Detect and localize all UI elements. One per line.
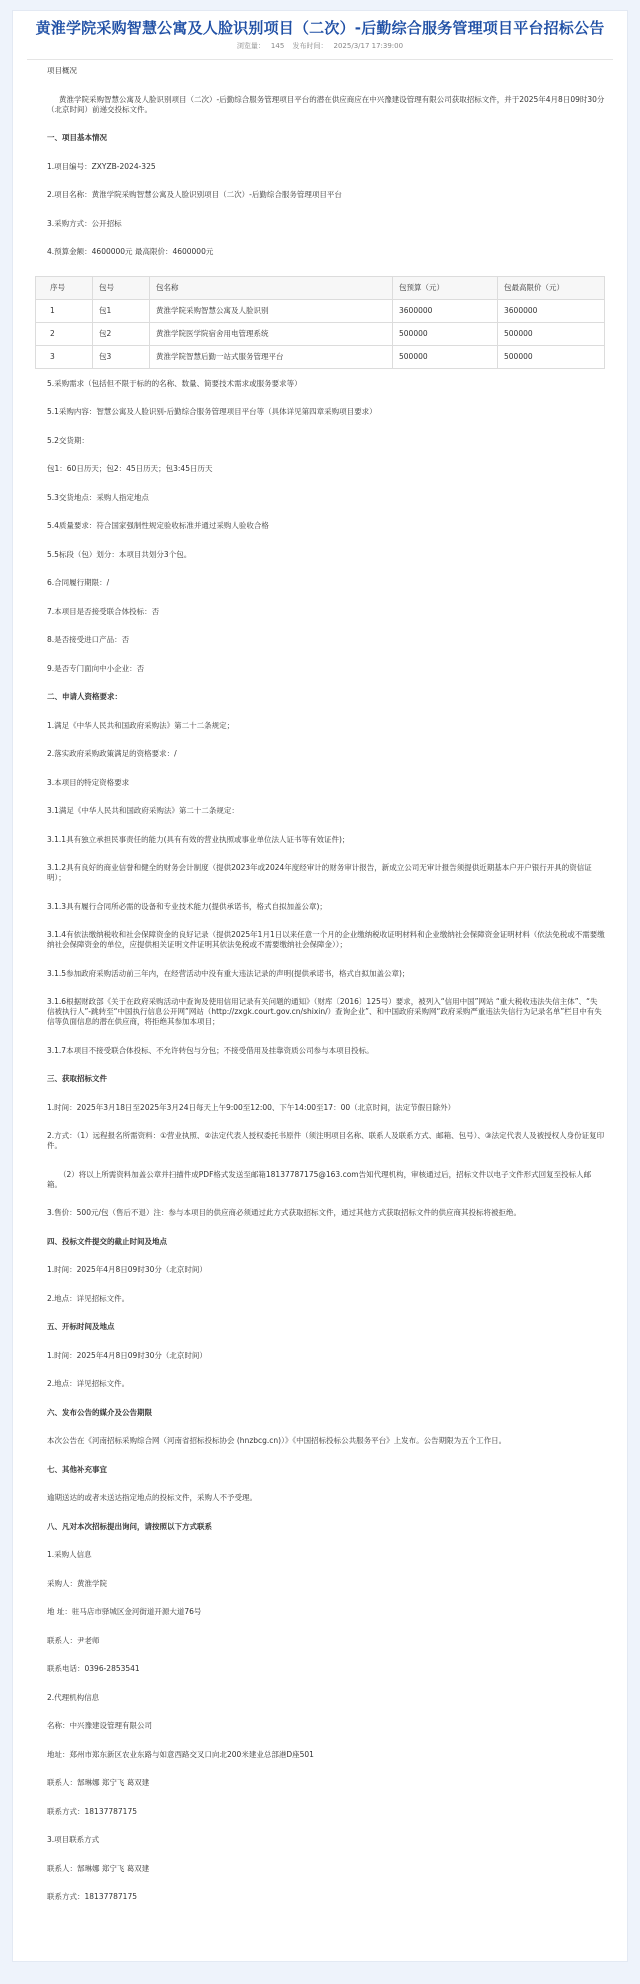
paragraph: （2）将以上所需资料加盖公章并扫描件成PDF格式发送至邮箱18137787175@163.com告知代理机构，审核通过后，招标文件以电子文件形式回复至投标人邮箱。 bbox=[47, 1169, 592, 1189]
paragraph: 项目概况 bbox=[47, 66, 77, 75]
paragraph: 3.本项目的特定资格要求 bbox=[47, 777, 130, 787]
section-heading: 八、凡对本次招标提出询问，请按照以下方式联系 bbox=[47, 1521, 212, 1531]
meta-line bbox=[27, 41, 613, 60]
paragraph: 联系人：郜琳娜 郑宁飞 葛双建 bbox=[47, 1778, 150, 1787]
paragraph: 5.2交货期： bbox=[47, 435, 89, 445]
paragraph: 5.采购需求（包括但不限于标的的名称、数量、简要技术需求或服务要求等） bbox=[47, 378, 302, 388]
table-cell: 包1 bbox=[93, 299, 150, 322]
table-row bbox=[36, 299, 605, 322]
paragraph: 3.1.5参加政府采购活动前三年内，在经营活动中没有重大违法记录的声明(提供承诺书，格式自拟加盖公章)； bbox=[47, 968, 410, 978]
paragraph: 2.落实政府采购政策满足的资格要求：/ bbox=[47, 749, 177, 758]
paragraph: 逾期送达的或者未送达指定地点的投标文件，采购人不予受理。 bbox=[47, 1493, 257, 1502]
paragraph: 5.3交货地点：采购人指定地点 bbox=[47, 492, 149, 502]
table-cell: 2 bbox=[36, 322, 93, 345]
paragraph: 联系人：郜琳娜 郑宁飞 葛双建 bbox=[47, 1863, 150, 1873]
col-header-budget: 包预算（元） bbox=[393, 276, 498, 299]
table-row bbox=[36, 345, 605, 368]
paragraph: 1.时间：2025年4月8日09时30分（北京时间） bbox=[47, 1265, 207, 1274]
table-cell: 1 bbox=[36, 299, 93, 322]
table-cell: 500000 bbox=[393, 322, 498, 345]
paragraph: 1.采购人信息 bbox=[47, 1550, 92, 1559]
page-title: 黄淮学院采购智慧公寓及人脸识别项目（二次）-后勤综合服务管理项目平台招标公告 bbox=[35, 19, 605, 37]
section-heading: 一、项目基本情况 bbox=[47, 133, 107, 142]
intro-section bbox=[35, 66, 605, 257]
paragraph: 4.预算金额：4600000元 最高限价：4600000元 bbox=[47, 247, 214, 256]
paragraph: 地 址：驻马店市驿城区金河街道开源大道76号 bbox=[47, 1607, 202, 1616]
col-header-package-no: 包号 bbox=[93, 276, 150, 299]
paragraph: 3.售价：500元/包（售后不退）注：参与本项目的供应商必须通过此方式获取招标文件，通过其他方式获取招标文件的供应商其投标将被拒绝。 bbox=[47, 1208, 521, 1217]
paragraph: 3.1.4有依法缴纳税收和社会保障资金的良好记录（提供2025年1月1日以来任意一个月的企业缴纳税收证明材料和企业缴纳社会保障资金证明材料（依法免税或不需要缴纳社会保障资金的单位，应提供相关证明文件证明其依法免税或不需要缴纳社会保障金））； bbox=[47, 930, 605, 949]
paragraph: 9.是否专门面向中小企业：否 bbox=[47, 663, 145, 673]
views-label: 浏览量： bbox=[236, 42, 265, 50]
paragraph: 本次公告在《河南招标采购综合网（河南省招标投标协会 (hnzbcg.cn)）》《中国招标投标公共服务平台》上发布。公告期限为五个工作日。 bbox=[47, 1436, 507, 1445]
body-section bbox=[35, 379, 605, 1903]
publish-label: 发布时间： bbox=[292, 42, 328, 50]
paragraph: 3.1.6根据财政部《关于在政府采购活动中查询及使用信用记录有关问题的通知》（财库〔2016〕125号）要求，被列入“信用中国”网站 “重大税收违法失信主体”、“失信被执行人”-跳转至“中国执行信息公开网”网站（http://zxgk.court.gov.cn/shixin/）查询企业”、和中国政府采购网“政府采购严重违法失信行为记录名单”栏目中有失信等负面信息的潜在供应商，将拒绝其参加本项目； bbox=[47, 997, 602, 1026]
views-count: 145 bbox=[270, 42, 285, 50]
publish-time: 2025/3/17 17:39:00 bbox=[333, 42, 404, 50]
paragraph: 3.项目联系方式 bbox=[47, 1835, 100, 1844]
paragraph: 2.地点：详见招标文件。 bbox=[47, 1293, 130, 1303]
table-cell: 500000 bbox=[393, 345, 498, 368]
paragraph: 1.项目编号：ZXYZB-2024-325 bbox=[47, 161, 156, 171]
paragraph: 3.采购方式：公开招标 bbox=[47, 218, 122, 228]
paragraph: 7.本项目是否接受联合体投标：否 bbox=[47, 606, 160, 616]
paragraph: 地址：郑州市郑东新区农业东路与如意西路交叉口向北200米建业总部港D座501 bbox=[47, 1749, 314, 1759]
section-heading: 二、申请人资格要求： bbox=[47, 692, 122, 701]
table-cell: 黄淮学院采购智慧公寓及人脸识别 bbox=[150, 299, 393, 322]
paragraph: 2.方式：（1）远程报名所需资料：①营业执照、②法定代表人授权委托书原件（须注明项目名称、联系人及联系方式、邮箱、包号）、③法定代表人及被授权人身份证复印件。 bbox=[47, 1131, 605, 1150]
table-cell: 黄淮学院智慧后勤一站式服务管理平台 bbox=[150, 345, 393, 368]
notice-page bbox=[12, 10, 628, 1962]
paragraph: 名称：中兴豫建设管理有限公司 bbox=[47, 1721, 152, 1730]
table-header-row bbox=[36, 276, 605, 299]
paragraph: 3.1.3具有履行合同所必需的设备和专业技术能力(提供承诺书，格式自拟加盖公章)； bbox=[47, 901, 327, 911]
paragraph: 2.代理机构信息 bbox=[47, 1692, 100, 1702]
section-heading: 四、投标文件提交的截止时间及地点 bbox=[47, 1236, 167, 1246]
paragraph: 1.时间：2025年3月18日至2025年3月24日每天上午9:00至12:00、下午14:00至17：00（北京时间，法定节假日除外） bbox=[47, 1102, 456, 1112]
paragraph: 联系方式：18137787175 bbox=[47, 1892, 137, 1901]
paragraph: 2.地点：详见招标文件。 bbox=[47, 1379, 130, 1388]
package-table bbox=[35, 276, 605, 369]
table-cell: 500000 bbox=[498, 345, 605, 368]
paragraph: 5.1采购内容：智慧公寓及人脸识别-后勤综合服务管理项目平台等（具体详见第四章采购项目要求） bbox=[47, 407, 377, 416]
section-heading: 六、发布公告的媒介及公告期限 bbox=[47, 1407, 152, 1417]
paragraph: 3.1.7本项目不接受联合体投标、不允许转包与分包；不接受借用及挂靠资质公司参与本项目投标。 bbox=[47, 1045, 374, 1055]
section-heading: 七、其他补充事宜 bbox=[47, 1464, 107, 1474]
paragraph: 8.是否接受进口产品：否 bbox=[47, 635, 130, 644]
col-header-max-price: 包最高限价（元） bbox=[498, 276, 605, 299]
table-cell: 黄淮学院医学院宿舍用电管理系统 bbox=[150, 322, 393, 345]
table-cell: 3 bbox=[36, 345, 93, 368]
paragraph: 联系电话：0396-2853541 bbox=[47, 1664, 140, 1673]
section-heading: 五、开标时间及地点 bbox=[47, 1322, 115, 1331]
paragraph: 采购人：黄淮学院 bbox=[47, 1578, 107, 1588]
table-cell: 500000 bbox=[498, 322, 605, 345]
paragraph: 3.1满足《中华人民共和国政府采购法》第二十二条规定： bbox=[47, 806, 239, 815]
paragraph: 6.合同履行期限：/ bbox=[47, 578, 110, 587]
paragraph: 黄淮学院采购智慧公寓及人脸识别项目（二次）-后勤综合服务管理项目平台的潜在供应商应在中兴豫建设管理有限公司获取招标文件，并于2025年4月8日09时30分（北京时间）前递交投标文件。 bbox=[47, 94, 605, 114]
paragraph: 3.1.2具有良好的商业信誉和健全的财务会计制度（提供2023年或2024年度经审计的财务审计报告，新成立公司无审计报告须提供近期基本户开户银行开具的资信证明）； bbox=[47, 863, 592, 882]
paragraph: 2.项目名称：黄淮学院采购智慧公寓及人脸识别项目（二次）-后勤综合服务管理项目平台 bbox=[47, 190, 342, 199]
paragraph: 5.4质量要求：符合国家强制性规定验收标准并通过采购人验收合格 bbox=[47, 521, 269, 530]
col-header-package-name: 包名称 bbox=[150, 276, 393, 299]
table-cell: 3600000 bbox=[498, 299, 605, 322]
paragraph: 1.时间：2025年4月8日09时30分（北京时间） bbox=[47, 1350, 207, 1360]
section-heading: 三、获取招标文件 bbox=[47, 1074, 107, 1083]
table-cell: 3600000 bbox=[393, 299, 498, 322]
paragraph: 1.满足《中华人民共和国政府采购法》第二十二条规定； bbox=[47, 720, 235, 730]
table-row bbox=[36, 322, 605, 345]
notice-content bbox=[13, 60, 627, 1902]
paragraph: 联系方式：18137787175 bbox=[47, 1806, 137, 1816]
table-cell: 包2 bbox=[93, 322, 150, 345]
col-header-index: 序号 bbox=[36, 276, 93, 299]
paragraph: 包1：60日历天；包2：45日历天；包3:45日历天 bbox=[47, 464, 213, 473]
paragraph: 联系人：尹老师 bbox=[47, 1635, 100, 1645]
table-cell: 包3 bbox=[93, 345, 150, 368]
paragraph: 3.1.1具有独立承担民事责任的能力(具有有效的营业执照或事业单位法人证书等有效证件)； bbox=[47, 834, 350, 844]
paragraph: 5.5标段（包）划分：本项目共划分3个包。 bbox=[47, 549, 192, 559]
